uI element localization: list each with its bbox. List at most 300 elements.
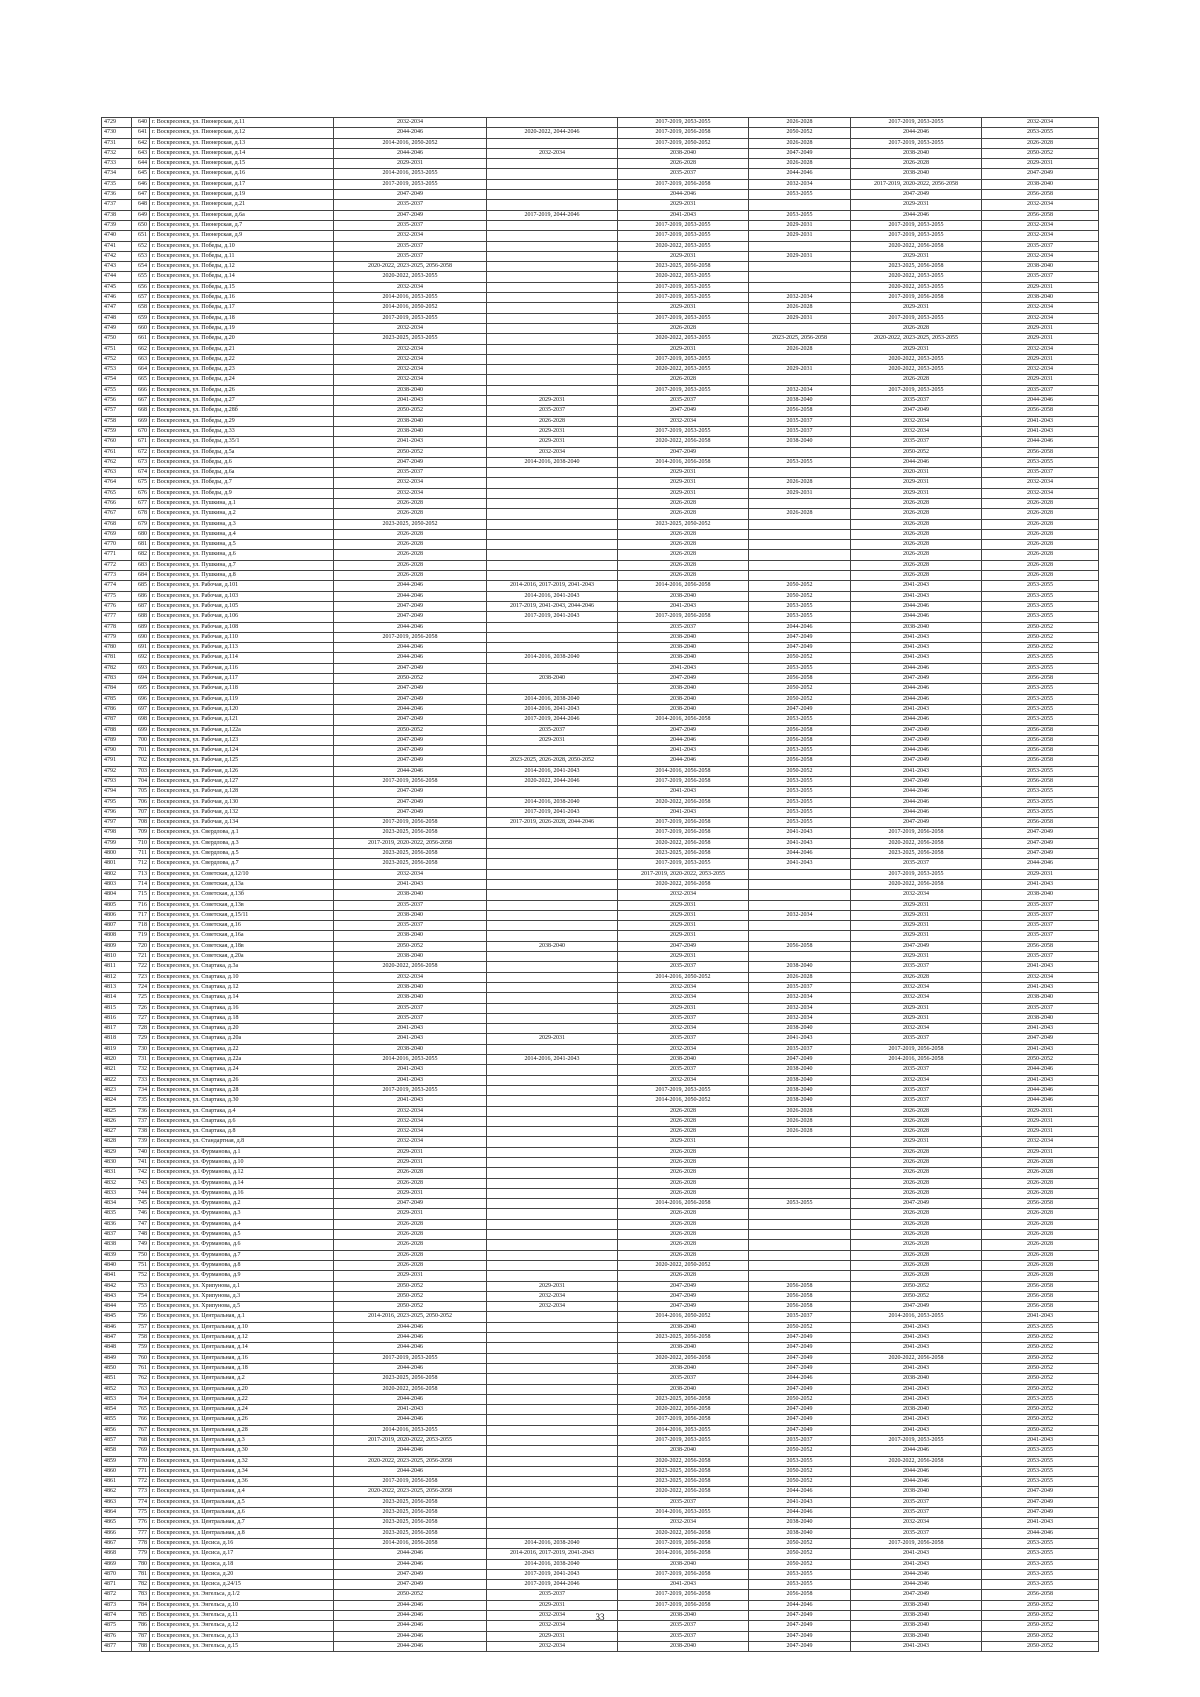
schedule-col-4-cell: 2035-2037 [749, 426, 851, 436]
row-number-cell: 4739 [102, 220, 132, 230]
address-cell: г. Воскресенск, ул. Победы, д.10 [150, 241, 334, 251]
table-row [102, 1168, 1099, 1178]
schedule-col-1-cell: 2038-2040 [334, 952, 487, 962]
schedule-col-3-cell: 2029-2031 [618, 1003, 749, 1013]
schedule-col-6-cell: 2041-2043 [982, 1024, 1099, 1034]
address-cell: г. Воскресенск, ул. Центральная, д.5 [150, 1497, 334, 1507]
schedule-col-6-cell: 2029-2031 [982, 1147, 1099, 1157]
schedule-col-6-cell: 2029-2031 [982, 354, 1099, 364]
table-row [102, 962, 1099, 972]
schedule-col-4-cell [749, 571, 851, 581]
schedule-col-4-cell [749, 921, 851, 931]
schedule-col-3-cell: 2014-2016, 2056-2058 [618, 1549, 749, 1559]
schedule-col-2-cell [487, 849, 618, 859]
address-cell: г. Воскресенск, ул. Советская, д.15/11 [150, 910, 334, 920]
schedule-col-4-cell: 2053-2055 [749, 601, 851, 611]
address-cell: г. Воскресенск, ул. Победы, д.18 [150, 313, 334, 323]
schedule-col-5-cell: 2050-2052 [851, 1291, 982, 1301]
address-cell: г. Воскресенск, ул. Пионерская, д.13 [150, 138, 334, 148]
schedule-col-2-cell: 2029-2031 [487, 396, 618, 406]
item-number-cell: 713 [132, 869, 150, 879]
address-cell: г. Воскресенск, ул. Пушкина, д.5 [150, 540, 334, 550]
address-cell: г. Воскресенск, ул. Фурманова, д.9 [150, 1271, 334, 1281]
schedule-col-2-cell [487, 787, 618, 797]
schedule-col-1-cell: 2026-2028 [334, 1250, 487, 1260]
schedule-col-5-cell: 2047-2049 [851, 190, 982, 200]
item-number-cell: 651 [132, 231, 150, 241]
schedule-col-2-cell [487, 1199, 618, 1209]
schedule-col-5-cell: 2038-2040 [851, 169, 982, 179]
item-number-cell: 751 [132, 1260, 150, 1270]
schedule-col-3-cell: 2020-2022, 2050-2052 [618, 1260, 749, 1270]
item-number-cell: 646 [132, 179, 150, 189]
table-row [102, 550, 1099, 560]
row-number-cell: 4824 [102, 1096, 132, 1106]
schedule-col-3-cell: 2047-2049 [618, 1302, 749, 1312]
address-cell: г. Воскресенск, ул. Хрипунова, д.5 [150, 1302, 334, 1312]
item-number-cell: 662 [132, 344, 150, 354]
schedule-col-4-cell: 2029-2031 [749, 251, 851, 261]
schedule-col-5-cell: 2020-2022, 2056-2058 [851, 241, 982, 251]
schedule-col-1-cell: 2017-2019, 2056-2058 [334, 777, 487, 787]
schedule-col-1-cell: 2050-2052 [334, 406, 487, 416]
schedule-col-1-cell: 2026-2028 [334, 509, 487, 519]
address-cell: г. Воскресенск, ул. Победы, д.15 [150, 282, 334, 292]
item-number-cell: 748 [132, 1230, 150, 1240]
schedule-col-1-cell: 2047-2049 [334, 735, 487, 745]
schedule-col-6-cell: 2038-2040 [982, 179, 1099, 189]
schedule-col-4-cell: 2026-2028 [749, 972, 851, 982]
schedule-col-5-cell: 2026-2028 [851, 972, 982, 982]
item-number-cell: 683 [132, 560, 150, 570]
schedule-col-6-cell: 2053-2055 [982, 1569, 1099, 1579]
schedule-col-6-cell: 2044-2046 [982, 1065, 1099, 1075]
item-number-cell: 677 [132, 498, 150, 508]
address-cell: г. Воскресенск, ул. Победы, д.21 [150, 344, 334, 354]
schedule-col-4-cell [749, 519, 851, 529]
schedule-col-1-cell: 2038-2040 [334, 982, 487, 992]
schedule-col-1-cell: 2017-2019, 2053-2055 [334, 313, 487, 323]
table-row [102, 746, 1099, 756]
item-number-cell: 690 [132, 632, 150, 642]
schedule-col-5-cell: 2029-2031 [851, 488, 982, 498]
schedule-col-1-cell: 2017-2019, 2053-2055 [334, 1085, 487, 1095]
schedule-col-2-cell: 2017-2019, 2044-2046 [487, 210, 618, 220]
schedule-col-3-cell: 2041-2043 [618, 746, 749, 756]
table-row [102, 1106, 1099, 1116]
item-number-cell: 669 [132, 416, 150, 426]
schedule-col-1-cell: 2038-2040 [334, 416, 487, 426]
row-number-cell: 4840 [102, 1260, 132, 1270]
schedule-col-5-cell: 2047-2049 [851, 1590, 982, 1600]
row-number-cell: 4804 [102, 890, 132, 900]
row-number-cell: 4870 [102, 1569, 132, 1579]
item-number-cell: 691 [132, 643, 150, 653]
row-number-cell: 4875 [102, 1621, 132, 1631]
table-row [102, 1415, 1099, 1425]
schedule-col-3-cell: 2047-2049 [618, 674, 749, 684]
table-row [102, 972, 1099, 982]
row-number-cell: 4789 [102, 735, 132, 745]
schedule-col-4-cell: 2026-2028 [749, 138, 851, 148]
item-number-cell: 742 [132, 1168, 150, 1178]
address-cell: г. Воскресенск, ул. Победы, д.16 [150, 293, 334, 303]
schedule-col-6-cell: 2026-2028 [982, 1250, 1099, 1260]
schedule-col-3-cell: 2017-2019, 2053-2055 [618, 282, 749, 292]
schedule-col-6-cell: 2050-2052 [982, 148, 1099, 158]
item-number-cell: 641 [132, 128, 150, 138]
schedule-col-6-cell: 2041-2043 [982, 962, 1099, 972]
schedule-col-6-cell: 2041-2043 [982, 879, 1099, 889]
schedule-col-2-cell: 2014-2016, 2041-2043 [487, 704, 618, 714]
schedule-col-3-cell: 2026-2028 [618, 1106, 749, 1116]
schedule-col-1-cell: 2047-2049 [334, 663, 487, 673]
schedule-col-1-cell: 2044-2046 [334, 1333, 487, 1343]
item-number-cell: 756 [132, 1312, 150, 1322]
schedule-col-1-cell: 2023-2025, 2056-2058 [334, 1508, 487, 1518]
row-number-cell: 4778 [102, 622, 132, 632]
schedule-col-1-cell: 2038-2040 [334, 426, 487, 436]
schedule-col-4-cell: 2026-2028 [749, 118, 851, 128]
row-number-cell: 4792 [102, 766, 132, 776]
item-number-cell: 779 [132, 1549, 150, 1559]
row-number-cell: 4850 [102, 1363, 132, 1373]
schedule-col-4-cell: 2038-2040 [749, 962, 851, 972]
schedule-col-3-cell: 2029-2031 [618, 344, 749, 354]
row-number-cell: 4764 [102, 478, 132, 488]
address-cell: г. Воскресенск, ул. Победы, д.17 [150, 303, 334, 313]
schedule-col-6-cell: 2044-2046 [982, 1096, 1099, 1106]
schedule-col-6-cell: 2032-2034 [982, 200, 1099, 210]
schedule-col-5-cell: 2017-2019, 2053-2055 [851, 313, 982, 323]
row-number-cell: 4822 [102, 1075, 132, 1085]
address-cell: г. Воскресенск, ул. Фурманова, д.7 [150, 1250, 334, 1260]
schedule-col-1-cell: 2032-2034 [334, 365, 487, 375]
table-row [102, 1312, 1099, 1322]
schedule-col-1-cell: 2026-2028 [334, 571, 487, 581]
item-number-cell: 686 [132, 591, 150, 601]
schedule-col-3-cell: 2029-2031 [618, 952, 749, 962]
item-number-cell: 725 [132, 993, 150, 1003]
schedule-col-5-cell: 2017-2019, 2056-2058 [851, 293, 982, 303]
schedule-col-6-cell: 2053-2055 [982, 1538, 1099, 1548]
address-cell: г. Воскресенск, ул. Фурманова, д.6 [150, 1240, 334, 1250]
schedule-col-3-cell: 2038-2040 [618, 1641, 749, 1651]
schedule-col-4-cell [749, 241, 851, 251]
schedule-col-5-cell: 2029-2031 [851, 931, 982, 941]
schedule-col-3-cell: 2017-2019, 2056-2058 [618, 179, 749, 189]
schedule-col-5-cell: 2044-2046 [851, 746, 982, 756]
table-row [102, 1538, 1099, 1548]
schedule-col-4-cell: 2053-2055 [749, 612, 851, 622]
schedule-col-3-cell: 2047-2049 [618, 941, 749, 951]
schedule-col-4-cell: 2038-2040 [749, 1075, 851, 1085]
table-row [102, 838, 1099, 848]
schedule-col-5-cell: 2041-2043 [851, 591, 982, 601]
address-cell: г. Воскресенск, ул. Пушкина, д.7 [150, 560, 334, 570]
schedule-col-5-cell: 2047-2049 [851, 777, 982, 787]
schedule-col-4-cell: 2044-2046 [749, 169, 851, 179]
schedule-col-2-cell [487, 1147, 618, 1157]
schedule-col-2-cell: 2017-2019, 2041-2043 [487, 807, 618, 817]
schedule-col-2-cell [487, 303, 618, 313]
row-number-cell: 4808 [102, 931, 132, 941]
schedule-col-4-cell: 2053-2055 [749, 1199, 851, 1209]
schedule-col-1-cell: 2044-2046 [334, 581, 487, 591]
item-number-cell: 701 [132, 746, 150, 756]
table-row [102, 1549, 1099, 1559]
schedule-col-6-cell: 2026-2028 [982, 138, 1099, 148]
schedule-col-5-cell: 2041-2043 [851, 653, 982, 663]
schedule-col-5-cell: 2044-2046 [851, 612, 982, 622]
schedule-col-3-cell: 2029-2031 [618, 921, 749, 931]
schedule-col-2-cell [487, 1384, 618, 1394]
schedule-col-6-cell: 2026-2028 [982, 550, 1099, 560]
schedule-col-4-cell [749, 952, 851, 962]
schedule-col-1-cell: 2032-2034 [334, 354, 487, 364]
schedule-col-5-cell: 2038-2040 [851, 148, 982, 158]
schedule-col-4-cell: 2047-2049 [749, 704, 851, 714]
schedule-col-1-cell: 2044-2046 [334, 1394, 487, 1404]
schedule-col-2-cell [487, 262, 618, 272]
schedule-col-4-cell: 2047-2049 [749, 1631, 851, 1641]
address-cell: г. Воскресенск, ул. Спартака, д.30 [150, 1096, 334, 1106]
schedule-col-2-cell [487, 560, 618, 570]
table-row [102, 1528, 1099, 1538]
table-row [102, 1013, 1099, 1023]
schedule-col-1-cell: 2041-2043 [334, 1065, 487, 1075]
schedule-col-3-cell: 2020-2022, 2056-2058 [618, 797, 749, 807]
address-cell: г. Воскресенск, ул. Пионерская, д.11 [150, 118, 334, 128]
schedule-col-1-cell: 2044-2046 [334, 1343, 487, 1353]
address-cell: г. Воскресенск, ул. Победы, д.6 [150, 457, 334, 467]
schedule-col-3-cell: 2017-2019, 2056-2058 [618, 1415, 749, 1425]
table-row [102, 674, 1099, 684]
row-number-cell: 4775 [102, 591, 132, 601]
schedule-col-6-cell: 2038-2040 [982, 993, 1099, 1003]
row-number-cell: 4787 [102, 715, 132, 725]
schedule-col-3-cell: 2041-2043 [618, 1580, 749, 1590]
address-cell: г. Воскресенск, ул. Фурманова, д.8 [150, 1260, 334, 1270]
item-number-cell: 650 [132, 220, 150, 230]
table-row [102, 231, 1099, 241]
item-number-cell: 777 [132, 1528, 150, 1538]
item-number-cell: 785 [132, 1611, 150, 1621]
schedule-col-2-cell [487, 241, 618, 251]
row-number-cell: 4869 [102, 1559, 132, 1569]
row-number-cell: 4784 [102, 684, 132, 694]
schedule-col-4-cell: 2050-2052 [749, 766, 851, 776]
schedule-col-4-cell: 2038-2040 [749, 1096, 851, 1106]
schedule-col-4-cell [749, 1137, 851, 1147]
schedule-col-1-cell: 2029-2031 [334, 1147, 487, 1157]
schedule-col-5-cell: 2047-2049 [851, 406, 982, 416]
schedule-col-2-cell [487, 869, 618, 879]
schedule-col-6-cell: 2038-2040 [982, 262, 1099, 272]
schedule-col-1-cell: 2023-2025, 2056-2058 [334, 1374, 487, 1384]
schedule-col-3-cell: 2029-2031 [618, 931, 749, 941]
address-cell: г. Воскресенск, ул. Рабочая, д.103 [150, 591, 334, 601]
table-row [102, 498, 1099, 508]
item-number-cell: 665 [132, 375, 150, 385]
schedule-col-3-cell: 2041-2043 [618, 210, 749, 220]
schedule-col-4-cell: 2038-2040 [749, 1528, 851, 1538]
item-number-cell: 745 [132, 1199, 150, 1209]
schedule-col-6-cell: 2041-2043 [982, 416, 1099, 426]
schedule-col-1-cell: 2017-2019, 2053-2055 [334, 179, 487, 189]
item-number-cell: 740 [132, 1147, 150, 1157]
schedule-col-1-cell: 2020-2022, 2056-2058 [334, 1384, 487, 1394]
schedule-col-3-cell: 2026-2028 [618, 540, 749, 550]
schedule-col-2-cell [487, 982, 618, 992]
schedule-col-6-cell: 2050-2052 [982, 1641, 1099, 1651]
schedule-col-5-cell: 2032-2034 [851, 890, 982, 900]
schedule-col-4-cell: 2032-2034 [749, 385, 851, 395]
schedule-col-1-cell: 2029-2031 [334, 1209, 487, 1219]
item-number-cell: 681 [132, 540, 150, 550]
schedule-col-6-cell: 2035-2037 [982, 910, 1099, 920]
schedule-col-2-cell [487, 1137, 618, 1147]
schedule-col-4-cell [749, 447, 851, 457]
schedule-col-2-cell: 2020-2022, 2044-2046 [487, 777, 618, 787]
row-number-cell: 4841 [102, 1271, 132, 1281]
schedule-col-3-cell: 2032-2034 [618, 993, 749, 1003]
schedule-col-4-cell [749, 1250, 851, 1260]
table-row [102, 1219, 1099, 1229]
schedule-col-2-cell [487, 354, 618, 364]
address-cell: г. Воскресенск, ул. Спартака, д.10 [150, 972, 334, 982]
schedule-col-5-cell: 2047-2049 [851, 941, 982, 951]
address-cell: г. Воскресенск, ул. Центральная, д.30 [150, 1446, 334, 1456]
schedule-col-3-cell: 2032-2034 [618, 890, 749, 900]
schedule-col-2-cell: 2038-2040 [487, 674, 618, 684]
schedule-col-3-cell: 2035-2037 [618, 1374, 749, 1384]
table-row [102, 715, 1099, 725]
schedule-col-1-cell: 2047-2049 [334, 715, 487, 725]
schedule-col-2-cell: 2017-2019, 2041-2043, 2044-2046 [487, 601, 618, 611]
schedule-col-4-cell: 2047-2049 [749, 148, 851, 158]
schedule-col-6-cell: 2047-2049 [982, 828, 1099, 838]
schedule-col-4-cell: 2047-2049 [749, 1405, 851, 1415]
table-row [102, 591, 1099, 601]
schedule-col-4-cell: 2044-2046 [749, 849, 851, 859]
address-cell: г. Воскресенск, ул. Пионерская, д.15 [150, 159, 334, 169]
address-cell: г. Воскресенск, ул. Рабочая, д.124 [150, 746, 334, 756]
table-row [102, 128, 1099, 138]
table-row [102, 1425, 1099, 1435]
schedule-col-1-cell: 2020-2022, 2023-2025, 2056-2058 [334, 1456, 487, 1466]
schedule-col-1-cell: 2044-2046 [334, 1600, 487, 1610]
schedule-col-5-cell: 2029-2031 [851, 921, 982, 931]
item-number-cell: 726 [132, 1003, 150, 1013]
schedule-col-6-cell: 2053-2055 [982, 601, 1099, 611]
item-number-cell: 666 [132, 385, 150, 395]
schedule-col-4-cell: 2053-2055 [749, 1569, 851, 1579]
schedule-col-1-cell: 2035-2037 [334, 241, 487, 251]
item-number-cell: 687 [132, 601, 150, 611]
row-number-cell: 4741 [102, 241, 132, 251]
table-row [102, 1363, 1099, 1373]
address-cell: г. Воскресенск, ул. Рабочая, д.114 [150, 653, 334, 663]
row-number-cell: 4750 [102, 334, 132, 344]
schedule-col-1-cell: 2032-2034 [334, 1127, 487, 1137]
schedule-col-5-cell: 2026-2028 [851, 1188, 982, 1198]
schedule-col-6-cell: 2050-2052 [982, 1363, 1099, 1373]
schedule-col-2-cell [487, 1436, 618, 1446]
schedule-col-4-cell: 2026-2028 [749, 478, 851, 488]
schedule-col-1-cell: 2038-2040 [334, 931, 487, 941]
address-cell: г. Воскресенск, ул. Фурманова, д.14 [150, 1178, 334, 1188]
table-row [102, 323, 1099, 333]
address-cell: г. Воскресенск, ул. Фурманова, д.1 [150, 1147, 334, 1157]
item-number-cell: 722 [132, 962, 150, 972]
schedule-col-6-cell: 2035-2037 [982, 921, 1099, 931]
schedule-col-6-cell: 2032-2034 [982, 220, 1099, 230]
row-number-cell: 4762 [102, 457, 132, 467]
schedule-col-6-cell: 2041-2043 [982, 426, 1099, 436]
schedule-col-5-cell: 2047-2049 [851, 756, 982, 766]
schedule-col-2-cell [487, 313, 618, 323]
schedule-col-2-cell [487, 663, 618, 673]
schedule-col-3-cell: 2017-2019, 2053-2055 [618, 1436, 749, 1446]
schedule-col-6-cell: 2026-2028 [982, 1157, 1099, 1167]
row-number-cell: 4827 [102, 1127, 132, 1137]
schedule-col-1-cell: 2035-2037 [334, 251, 487, 261]
schedule-col-1-cell: 2047-2049 [334, 756, 487, 766]
item-number-cell: 744 [132, 1188, 150, 1198]
item-number-cell: 675 [132, 478, 150, 488]
address-cell: г. Воскресенск, ул. Победы, д.24 [150, 375, 334, 385]
item-number-cell: 728 [132, 1024, 150, 1034]
schedule-col-5-cell: 2041-2043 [851, 766, 982, 776]
schedule-col-2-cell: 2017-2019, 2044-2046 [487, 1580, 618, 1590]
table-row [102, 1260, 1099, 1270]
item-number-cell: 678 [132, 509, 150, 519]
schedule-col-6-cell: 2053-2055 [982, 766, 1099, 776]
schedule-col-2-cell [487, 385, 618, 395]
schedule-col-3-cell: 2029-2031 [618, 303, 749, 313]
schedule-col-4-cell: 2056-2058 [749, 725, 851, 735]
item-number-cell: 743 [132, 1178, 150, 1188]
schedule-col-3-cell: 2014-2016, 2053-2055 [618, 1425, 749, 1435]
schedule-col-1-cell: 2047-2049 [334, 612, 487, 622]
schedule-col-2-cell [487, 1333, 618, 1343]
schedule-col-4-cell: 2047-2049 [749, 1641, 851, 1651]
schedule-col-3-cell: 2026-2028 [618, 550, 749, 560]
schedule-col-1-cell: 2044-2046 [334, 1446, 487, 1456]
schedule-col-2-cell [487, 684, 618, 694]
schedule-col-4-cell [749, 498, 851, 508]
schedule-col-5-cell: 2023-2025, 2056-2058 [851, 262, 982, 272]
schedule-col-5-cell: 2026-2028 [851, 1209, 982, 1219]
schedule-col-5-cell: 2035-2037 [851, 1085, 982, 1095]
table-row [102, 313, 1099, 323]
item-number-cell: 752 [132, 1271, 150, 1281]
item-number-cell: 763 [132, 1384, 150, 1394]
address-cell: г. Воскресенск, ул. Фурманова, д.2 [150, 1199, 334, 1209]
schedule-col-3-cell: 2044-2046 [618, 735, 749, 745]
schedule-col-6-cell: 2050-2052 [982, 1405, 1099, 1415]
schedule-col-6-cell: 2056-2058 [982, 1199, 1099, 1209]
address-cell: г. Воскресенск, ул. Спартака, д.18 [150, 1013, 334, 1023]
schedule-col-4-cell [749, 1188, 851, 1198]
row-number-cell: 4852 [102, 1384, 132, 1394]
schedule-col-6-cell: 2047-2049 [982, 169, 1099, 179]
schedule-col-4-cell [749, 540, 851, 550]
schedule-col-2-cell [487, 1353, 618, 1363]
schedule-col-1-cell: 2050-2052 [334, 1590, 487, 1600]
schedule-col-2-cell: 2014-2016, 2041-2043 [487, 591, 618, 601]
